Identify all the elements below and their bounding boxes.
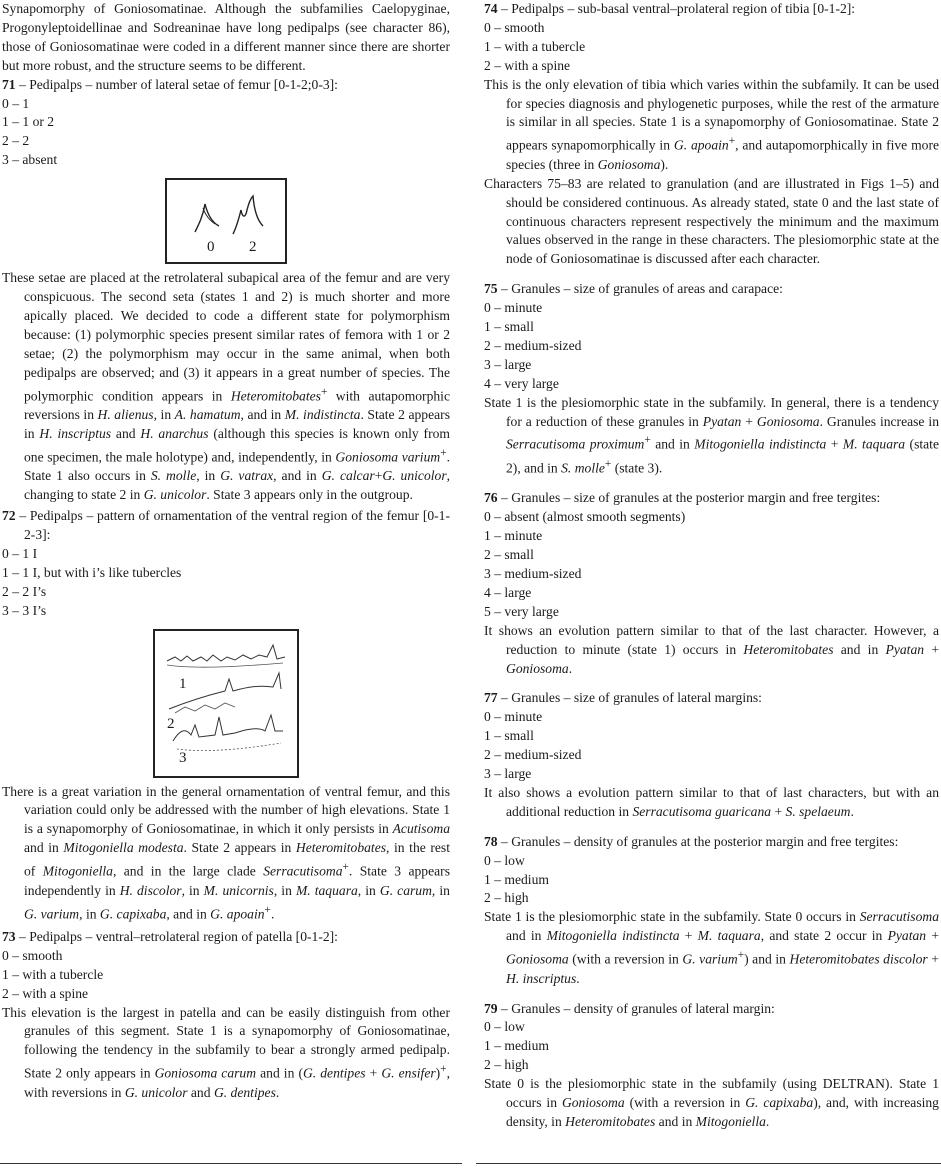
figure-label: 0 <box>207 239 215 256</box>
state-list <box>484 852 939 909</box>
character-state: 0 – absent (almost smooth segments) <box>484 509 686 525</box>
clade-marker: + <box>644 434 651 447</box>
character-heading <box>484 280 939 299</box>
taxon-name: H. discolor <box>119 882 182 898</box>
character-heading <box>484 489 939 508</box>
clade-marker: + <box>440 1063 447 1076</box>
state-list <box>484 1018 939 1075</box>
taxon-name: G. dentipes <box>213 1084 276 1100</box>
taxon-name: Serracutisoma guaricana <box>632 803 772 819</box>
text-run: State 1 is the plesiomorphic state in the subfamily. In general, there is a tendency for a reduction of these granules in <box>484 394 939 429</box>
taxon-name: H. anarchus <box>140 425 209 441</box>
taxon-name: G. vatrax <box>220 468 274 484</box>
character-number: 75 <box>484 281 498 297</box>
taxon-name: Mitogoniella <box>42 863 113 879</box>
character-state: 5 – very large <box>484 603 559 619</box>
ornamentation-drawing <box>155 631 297 776</box>
text-run: . <box>576 970 580 986</box>
character-state: 1 – 1 I, but with i’s like tubercles <box>2 564 182 580</box>
character-state: 3 – large <box>484 766 532 782</box>
character-title: – Pedipalps – ventral–retrolateral region of patella [0-1-2]: <box>15 928 338 944</box>
taxon-name: S. molle <box>561 460 605 476</box>
text-run: ). <box>660 156 669 172</box>
character-state: 0 – low <box>484 1019 525 1035</box>
taxon-name: H. alienus <box>97 407 154 423</box>
text-run: . Granules increase in <box>819 413 939 429</box>
text-run: ) <box>435 1065 441 1081</box>
character-state: 1 – medium <box>484 871 549 887</box>
character-state: 2 – 2 I’s <box>2 583 47 599</box>
text-run: State 0 is the plesiomorphic state in the subfamily (using DELTRAN). State 1 occurs in <box>484 1076 939 1111</box>
character-state: 0 – smooth <box>2 947 63 963</box>
character-79 <box>484 1000 939 1132</box>
clade-marker: + <box>264 903 271 916</box>
taxon-name: Goniosoma <box>597 156 661 172</box>
character-72 <box>2 507 450 924</box>
character-number: 76 <box>484 490 498 506</box>
character-state: 0 – minute <box>484 709 543 725</box>
text-run: + <box>374 468 383 484</box>
figure-femur-ornamentation <box>153 629 299 778</box>
character-state: 0 – low <box>484 852 525 868</box>
taxon-name: Goniosoma carum <box>154 1065 257 1081</box>
taxon-name: G. capixaba <box>745 1095 814 1111</box>
taxon-name: A. hamatum <box>174 407 241 423</box>
text-run: (with a reversion in <box>624 1095 746 1111</box>
text-run: , and autapomorphically in five more species (three in <box>506 137 940 172</box>
text-run: and <box>111 425 141 441</box>
state-list <box>484 299 939 394</box>
character-discussion <box>484 784 939 822</box>
text-run: , with reversions in <box>24 1065 450 1100</box>
character-state: 1 – small <box>484 319 534 335</box>
character-state: 1 – 1 or 2 <box>2 114 55 130</box>
text-run: . State 3 appears only in the outgroup. <box>206 487 413 503</box>
text-run: ) and in <box>744 951 790 967</box>
character-title: – Granules – size of granules of lateral margins: <box>497 690 762 706</box>
taxon-name: G. calcar <box>321 468 375 484</box>
character-discussion <box>2 783 450 924</box>
clade-marker: + <box>604 457 612 470</box>
text-run: , in <box>79 906 100 922</box>
text-run: State 1 is the plesiomorphic state in the subfamily. State 0 occurs in <box>484 909 860 925</box>
text-run: . <box>850 803 854 819</box>
character-state: 2 – with a spine <box>484 57 571 73</box>
text-run: . <box>765 1113 770 1129</box>
character-heading <box>2 928 450 947</box>
character-state: 3 – absent <box>2 152 58 168</box>
text-run: (with a reversion in <box>568 951 683 967</box>
text-run: and in <box>655 1113 696 1129</box>
text-run: It also shows a evolution pattern similar to that of last characters, but with an additional reduction in <box>484 784 939 819</box>
character-number: 77 <box>484 690 498 706</box>
taxon-name: Goniosoma <box>506 660 569 676</box>
text-run: . <box>275 1084 280 1100</box>
taxon-name: G. varium <box>24 906 80 922</box>
character-state: 2 – high <box>484 890 529 906</box>
taxon-name: Pyatan <box>887 928 927 944</box>
character-discussion <box>484 76 939 175</box>
clade-marker: + <box>737 949 745 962</box>
character-state: 1 – small <box>484 728 534 744</box>
character-number: 74 <box>484 1 498 16</box>
character-78 <box>484 833 939 989</box>
taxon-name: M. taquara <box>842 437 906 452</box>
character-heading <box>2 76 450 95</box>
taxon-name: Heteromitobates discolor <box>789 951 928 967</box>
character-state: 3 – large <box>484 356 532 372</box>
text-run: . <box>270 906 275 922</box>
text-run: and in <box>650 437 695 452</box>
text-run: . State 2 appears in <box>24 407 450 441</box>
text-run: It shows an evolution pattern similar to that of the last character. However, a reduction to minute (state 1) occurs in <box>484 622 939 657</box>
character-discussion <box>484 1075 939 1132</box>
figure-label: 2 <box>167 715 175 732</box>
text-run: + <box>926 928 939 944</box>
character-title: – Granules – size of granules of areas and carapace: <box>497 281 783 297</box>
text-run: There is a great variation in the general ornamentation of ventral femur, and this variation could only be addressed with the number of high elevations. State 1 is a synapomorphy of Goniosomatinae, in which it only persists in <box>2 783 450 837</box>
taxon-name: H. inscriptus <box>39 425 112 441</box>
text-run: This is the only elevation of tibia which varies within the subfamily. It can be used for species diagnosis and phylogenetic purposes, while the rest of the armature is similar in all species. State 1 is a synapomorphy of Goniosomatinae. State 2 appears synapomorphically in <box>484 76 939 153</box>
taxon-name: G. apoain <box>210 906 265 922</box>
character-76 <box>484 489 939 678</box>
text-run: , in the rest of <box>24 840 450 879</box>
taxon-name: G. unicolor <box>382 468 447 484</box>
character-heading <box>484 0 939 19</box>
character-state: 3 – 3 I’s <box>2 602 47 618</box>
character-number: 79 <box>484 1000 498 1016</box>
taxon-name: Goniosoma <box>756 413 820 429</box>
text-run: and in ( <box>256 1065 303 1081</box>
text-run: with autapomorphic reversions in <box>24 388 450 423</box>
character-number: 71 <box>2 76 16 92</box>
character-state: 3 – medium-sized <box>484 565 582 581</box>
taxon-name: Serracutisoma <box>859 909 939 925</box>
text-run: , in <box>153 407 175 423</box>
state-list <box>2 947 450 1004</box>
text-run: , in <box>273 882 296 898</box>
text-run: + <box>741 413 757 429</box>
text-run: , in <box>181 882 204 898</box>
character-state: 4 – large <box>484 584 532 600</box>
character-state: 2 – high <box>484 1057 529 1073</box>
taxon-name: Goniosoma <box>506 951 569 967</box>
taxon-name: S. spelaeum <box>785 803 851 819</box>
taxon-name: Mitogoniella <box>695 1113 766 1129</box>
left-column <box>2 0 450 1103</box>
character-state: 2 – 2 <box>2 133 30 149</box>
text-run: + <box>826 437 843 452</box>
text-run: . State 2 appears in <box>183 840 296 856</box>
taxon-name: G. dentipes <box>302 1065 366 1081</box>
text-run: , and in <box>166 906 211 922</box>
taxon-name: Pyatan <box>885 641 925 657</box>
character-73 <box>2 928 450 1103</box>
character-71 <box>2 76 450 505</box>
taxon-name: G. carum <box>379 882 432 898</box>
text-run: , and in <box>240 407 285 423</box>
state-list <box>2 95 450 171</box>
taxon-name: M. taquara <box>295 882 358 898</box>
state-list <box>484 19 939 76</box>
taxon-name: Pyatan <box>702 413 742 429</box>
taxon-name: G. ensifer <box>381 1065 436 1081</box>
character-74 <box>484 0 939 175</box>
character-state: 2 – medium-sized <box>484 337 582 353</box>
character-state: 0 – 1 <box>2 95 30 111</box>
taxon-name: Mitogoniella modesta <box>63 840 184 856</box>
taxon-name: Mitogoniella indistincta <box>694 437 827 452</box>
character-title: – Granules – density of granules at the posterior margin and free tergites: <box>497 833 899 849</box>
text-run: (state 2), and in <box>506 437 939 476</box>
character-heading <box>484 689 939 708</box>
taxon-name: G. apoain <box>673 137 729 153</box>
taxon-name: Heteromitobates <box>743 641 834 657</box>
text-run: and <box>187 1084 214 1100</box>
taxon-name: G. unicolor <box>143 487 207 503</box>
figure-label: 1 <box>179 675 187 692</box>
clade-marker: + <box>320 385 328 398</box>
character-heading <box>484 1000 939 1019</box>
character-discussion <box>2 1004 450 1103</box>
text-run: . <box>568 660 573 676</box>
clade-marker: + <box>728 135 736 148</box>
character-state: 2 – with a spine <box>2 985 89 1001</box>
text-run: + <box>927 951 939 967</box>
text-run: , changing to state 2 in <box>24 468 451 503</box>
character-state: 0 – minute <box>484 300 543 316</box>
text-run: (although this species is known only from one specimen, the male holotype) and, independently, in <box>24 425 450 465</box>
character-number: 78 <box>484 833 498 849</box>
character-75 <box>484 280 939 478</box>
figure-label: 2 <box>249 239 257 256</box>
taxon-name: Acutisoma <box>392 821 450 837</box>
character-state: 1 – minute <box>484 528 543 544</box>
character-heading <box>2 507 450 545</box>
text-run: , in <box>196 468 221 484</box>
clade-marker: + <box>440 446 447 459</box>
character-discussion <box>484 622 939 679</box>
taxon-name: H. inscriptus <box>506 970 577 986</box>
character-heading <box>484 833 939 852</box>
character-state: 2 – medium-sized <box>484 747 582 763</box>
text-run: These setae are placed at the retrolateral subapical area of the femur and are very conspicuous. The second seta (states 1 and 2) is much shorter and more apically placed. We decided to code a different state for polymorphism because: (1) polymorphic species present similar rates of femora with 1 or 2 setae; (2) the polymorphism may occur in the same animal, when both pedipalps are observed; and (3) it appears in a great number of species. The polymorphic condition appears in <box>2 270 450 404</box>
character-title: – Granules – density of granules of lateral margin: <box>497 1000 775 1016</box>
character-discussion <box>484 908 939 988</box>
taxon-name: G. varium <box>682 951 738 967</box>
text-run: , in <box>357 882 380 898</box>
text-run: This elevation is the largest in patella and can be easily distinguish from other granules of this segment. State 1 is a synapomorphy of Goniosomatinae, following the tendency in the subfamily to bear a strongly armed pedipalp. State 2 only appears in <box>2 1004 450 1081</box>
figure-label: 3 <box>179 749 187 766</box>
taxon-name: M. unicornis <box>203 882 274 898</box>
character-state: 1 – with a tubercle <box>484 38 586 54</box>
text-run: . State 3 appears independently in <box>24 863 450 898</box>
right-column <box>484 0 939 1132</box>
taxon-name: Goniosoma varium <box>335 449 441 465</box>
character-discussion <box>484 394 939 479</box>
footer-rule-gap <box>462 1160 476 1168</box>
taxon-name: Heteromitobates <box>230 388 321 404</box>
text-run: + <box>365 1065 382 1081</box>
text-run: + <box>679 928 698 944</box>
taxon-name: Heteromitobates <box>565 1113 656 1129</box>
setae-drawing <box>167 180 285 262</box>
text-run: and in <box>833 641 886 657</box>
character-state: 0 – 1 I <box>2 545 38 561</box>
text-run: , in <box>431 882 450 898</box>
character-state: 1 – medium <box>484 1038 549 1054</box>
text-run: , and state 2 occur in <box>760 928 888 944</box>
character-discussion <box>2 269 450 505</box>
taxon-name: Serracutisoma <box>263 863 343 879</box>
taxon-name: Serracutisoma proximum <box>506 437 645 452</box>
taxon-name: Goniosoma <box>561 1095 625 1111</box>
text-run: . State 1 also occurs in <box>24 449 450 484</box>
taxon-name: Mitogoniella indistincta <box>546 928 680 944</box>
taxon-name: G. unicolor <box>124 1084 188 1100</box>
text-run: + <box>771 803 786 819</box>
text-run: ), and, with increasing density, in <box>506 1095 939 1129</box>
text-run: and in <box>506 928 547 944</box>
character-title: – Pedipalps – pattern of ornamentation of the ventral region of the femur [0-1-2-3]: <box>15 508 450 542</box>
taxon-name: M. indistincta <box>284 407 361 423</box>
granulation-note: Characters 75–83 are related to granulation (and are illustrated in Figs 1–5) and should be considered continuous. As already stated, state 0 and the last state of continuous characters represent respectively the minimum and the maximum values observed in the range in these characters. The plesiomorphic state at the node of Goniosomatinae is discussed after each character. <box>484 175 939 267</box>
taxon-name: G. capixaba <box>99 906 167 922</box>
character-state: 0 – smooth <box>484 19 545 35</box>
character-title: – Granules – size of granules at the posterior margin and free tergites: <box>497 490 881 506</box>
character-state: 1 – with a tubercle <box>2 966 104 982</box>
state-list <box>484 708 939 784</box>
taxon-name: M. taquara <box>697 928 761 944</box>
character-title: – Pedipalps – sub-basal ventral–prolateral region of tibia [0-1-2]: <box>497 1 856 16</box>
text-run: , and in <box>273 468 322 484</box>
clade-marker: + <box>342 861 349 874</box>
character-state: 4 – very large <box>484 375 559 391</box>
character-number: 73 <box>2 928 16 944</box>
character-state: 2 – small <box>484 547 534 563</box>
taxon-name: Heteromitobates <box>295 840 387 856</box>
state-list <box>484 508 939 621</box>
text-run: + <box>924 641 939 657</box>
text-run: (state 3). <box>611 460 663 476</box>
character-title: – Pedipalps – number of lateral setae of femur [0-1-2;0-3]: <box>15 76 338 92</box>
text-run: and in <box>24 840 64 856</box>
taxon-name: S. molle <box>150 468 197 484</box>
figure-femur-setae <box>165 178 287 264</box>
intro-paragraph: Synapomorphy of Goniosomatinae. Although the subfamilies Caelopyginae, Progonyleptoidellinae and Sodreaninae have long pedipalps (see character 86), those of Goniosomatinae were coded in a different manner since there are shorter but more robust, and the structure seems to be different. <box>2 1 450 73</box>
character-number: 72 <box>2 508 16 524</box>
character-77 <box>484 689 939 821</box>
state-list <box>2 545 450 621</box>
text-run: , and in the large clade <box>112 863 264 879</box>
